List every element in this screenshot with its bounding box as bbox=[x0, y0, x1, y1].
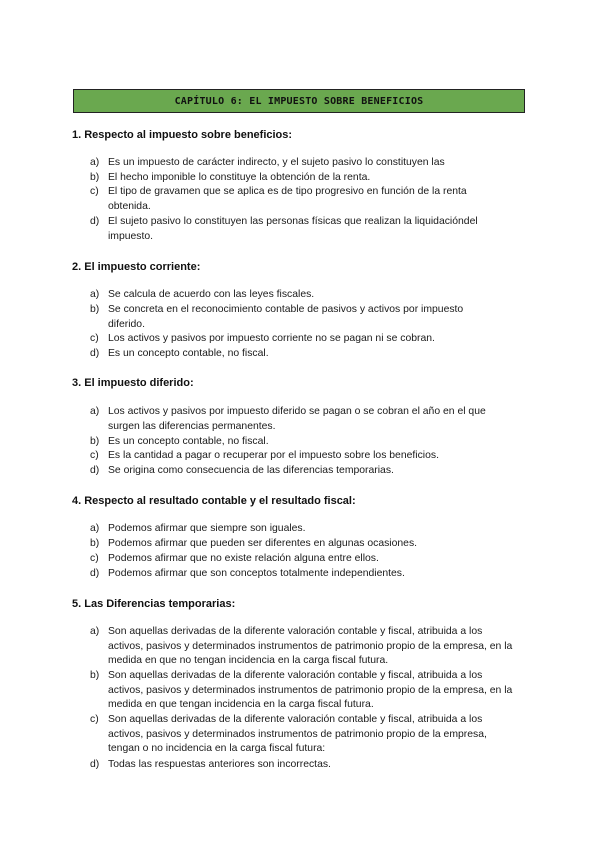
option-letter: a) bbox=[90, 406, 100, 417]
option-text: Los activos y pasivos por impuesto diferido se pagan o se cobran el año en el que surgen las diferencias permanentes. bbox=[108, 406, 486, 432]
question-5-option-a bbox=[90, 625, 520, 669]
question-3-title: 3. El impuesto diferido: bbox=[72, 377, 194, 389]
question-1-option-c bbox=[90, 185, 490, 214]
option-letter: b) bbox=[90, 436, 100, 447]
option-text: Todas las respuestas anteriores son incorrectas. bbox=[108, 759, 331, 770]
option-letter: a) bbox=[90, 523, 100, 534]
question-4-option-c bbox=[90, 552, 530, 567]
option-text: Son aquellas derivadas de la diferente valoración contable y fiscal, atribuida a los activos, pasivos y determinados instrumentos de patrimonio propio de la empresa, en la medida en que tengan incidencia en la carga fiscal futura. bbox=[108, 670, 513, 711]
question-2-title: 2. El impuesto corriente: bbox=[72, 261, 201, 273]
option-letter: c) bbox=[90, 186, 99, 197]
question-4-option-b bbox=[90, 537, 530, 552]
option-letter: b) bbox=[90, 538, 100, 549]
option-letter: a) bbox=[90, 626, 100, 637]
option-text: Los activos y pasivos por impuesto corriente no se pagan ni se cobran. bbox=[108, 333, 435, 344]
question-3-option-b bbox=[90, 435, 530, 450]
question-4-title: 4. Respecto al resultado contable y el resultado fiscal: bbox=[72, 495, 356, 507]
chapter-title: CAPÍTULO 6: EL IMPUESTO SOBRE BENEFICIOS bbox=[73, 89, 525, 113]
question-5-option-d bbox=[90, 758, 530, 773]
option-letter: b) bbox=[90, 304, 100, 315]
question-2-option-d bbox=[90, 347, 530, 362]
option-letter: d) bbox=[90, 216, 100, 227]
option-letter: a) bbox=[90, 289, 100, 300]
question-5-option-c bbox=[90, 713, 520, 757]
option-letter: b) bbox=[90, 172, 100, 183]
option-text: Es un impuesto de carácter indirecto, y el sujeto pasivo lo constituyen las bbox=[108, 157, 445, 168]
question-3-option-d bbox=[90, 464, 530, 479]
option-text: Son aquellas derivadas de la diferente valoración contable y fiscal, atribuida a los activos, pasivos y determinados instrumentos de patrimonio propio de la empresa, en la medida en que no tengan incidencia en la carga fiscal futura. bbox=[108, 626, 513, 667]
option-letter: d) bbox=[90, 568, 100, 579]
option-text: Podemos afirmar que pueden ser diferentes en algunas ocasiones. bbox=[108, 538, 418, 549]
question-3-option-c bbox=[90, 449, 530, 464]
option-letter: c) bbox=[90, 553, 99, 564]
option-text: Es un concepto contable, no fiscal. bbox=[108, 436, 269, 447]
question-4-option-d bbox=[90, 567, 530, 582]
option-text: Podemos afirmar que son conceptos totalmente independientes. bbox=[108, 568, 405, 579]
question-4-option-a bbox=[90, 522, 530, 537]
option-text: Podemos afirmar que no existe relación alguna entre ellos. bbox=[108, 553, 379, 564]
question-1-option-a bbox=[90, 156, 530, 171]
option-text: Se calcula de acuerdo con las leyes fiscales. bbox=[108, 289, 315, 300]
option-letter: c) bbox=[90, 450, 99, 461]
option-letter: b) bbox=[90, 670, 100, 681]
option-text: Son aquellas derivadas de la diferente valoración contable y fiscal, atribuida a los activos, pasivos y determinados instrumentos de patrimonio propio de la empresa, tengan o no incidencia en la carga fiscal futura: bbox=[108, 714, 487, 755]
option-letter: d) bbox=[90, 759, 100, 770]
option-text: Podemos afirmar que siempre son iguales. bbox=[108, 523, 306, 534]
option-letter: c) bbox=[90, 333, 99, 344]
question-1-option-d bbox=[90, 215, 515, 244]
option-letter: a) bbox=[90, 157, 100, 168]
question-5-title: 5. Las Diferencias temporarias: bbox=[72, 598, 236, 610]
option-text: Se concreta en el reconocimiento contable de pasivos y activos por impuesto diferido. bbox=[108, 304, 464, 330]
option-letter: c) bbox=[90, 714, 99, 725]
question-1-option-b bbox=[90, 171, 530, 186]
option-letter: d) bbox=[90, 465, 100, 476]
question-3-option-a bbox=[90, 405, 520, 434]
option-text: Es un concepto contable, no fiscal. bbox=[108, 348, 269, 359]
option-text: El sujeto pasivo lo constituyen las personas físicas que realizan la liquidacióndel impuesto. bbox=[108, 216, 478, 242]
option-text: Es la cantidad a pagar o recuperar por el impuesto sobre los beneficios. bbox=[108, 450, 439, 461]
question-5-option-b bbox=[90, 669, 520, 713]
option-text: El hecho imponible lo constituye la obtención de la renta. bbox=[108, 172, 371, 183]
option-text: El tipo de gravamen que se aplica es de tipo progresivo en función de la renta obtenida. bbox=[108, 186, 467, 212]
question-2-option-a bbox=[90, 288, 530, 303]
question-1-title: 1. Respecto al impuesto sobre beneficios: bbox=[72, 129, 293, 141]
question-2-option-c bbox=[90, 332, 530, 347]
option-text: Se origina como consecuencia de las diferencias temporarias. bbox=[108, 465, 394, 476]
question-2-option-b bbox=[90, 303, 490, 332]
option-letter: d) bbox=[90, 348, 100, 359]
